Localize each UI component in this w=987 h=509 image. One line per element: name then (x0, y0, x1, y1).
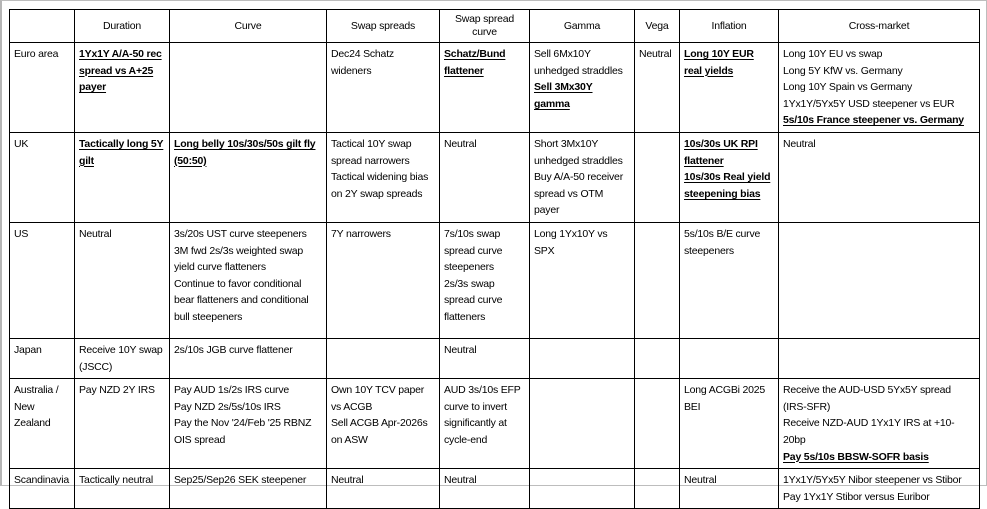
trade-entry: Neutral (444, 343, 477, 356)
cell-curve (170, 222, 327, 338)
trade-entry: Pay NZD 2Y IRS (79, 384, 155, 397)
cell-vega (635, 43, 680, 133)
cell-gamma (530, 379, 635, 469)
trade-entry: Schatz/Bund flattener (444, 48, 506, 77)
trade-entry: 2s/3s swap spread curve flatteners (444, 277, 503, 323)
trade-entry: Long 10Y EU vs swap (783, 48, 883, 60)
column-header-swap_spreads: Swap spreads (327, 10, 440, 43)
cell-inflation (680, 222, 779, 338)
trade-entry: Long belly 10s/30s/50s gilt fly (50:50) (174, 137, 316, 167)
trade-entry: 1Yx1Y A/A-50 rec spread vs A+25 payer (79, 48, 162, 94)
table-row (10, 222, 980, 338)
cell-cross-market (779, 469, 980, 509)
trade-entry: Continue to favor conditional bear flatteners and conditional bull steepeners (174, 277, 309, 323)
cell-gamma (530, 338, 635, 378)
trade-entry: 3s/20s UST curve steepeners (174, 227, 307, 240)
cell-vega (635, 338, 680, 378)
cell-gamma (530, 43, 635, 133)
trade-entry: Pay AUD 1s/2s IRS curve (174, 384, 290, 397)
cell-swap-spreads (327, 132, 440, 222)
trade-entry: Neutral (331, 474, 364, 487)
table-row (10, 338, 980, 378)
cell-vega (635, 222, 680, 338)
row-header-region: Scandinavia (10, 469, 75, 509)
trade-entry: Neutral (444, 137, 477, 150)
column-header-curve: Curve (170, 10, 327, 43)
trade-entry: 2s/10s JGB curve flattener (174, 343, 293, 356)
cell-cross-market (779, 222, 980, 338)
row-header-region: Japan (10, 338, 75, 378)
trade-entry: Pay the Nov '24/Feb '25 RBNZ OIS spread (174, 417, 312, 446)
cell-duration (75, 338, 170, 378)
trade-entry: 5s/10s France steepener vs. Germany (783, 114, 964, 127)
cell-swap-spread-curve (440, 222, 530, 338)
cell-cross-market (779, 338, 980, 378)
table-row (10, 43, 980, 133)
row-header-region: Australia / New Zealand (10, 379, 75, 469)
trade-entry: 5s/10s B/E curve steepeners (684, 227, 761, 257)
cell-swap-spread-curve (440, 43, 530, 133)
cell-cross-market (779, 43, 980, 133)
trade-entry: Short 3Mx10Y unhedged straddles (534, 137, 623, 167)
cell-inflation (680, 469, 779, 509)
trade-entry: Long 5Y KfW vs. Germany (783, 64, 903, 77)
trade-entry: 10s/30s UK RPI flattener (684, 137, 758, 167)
trade-entry: 3M fwd 2s/3s weighted swap yield curve flatteners (174, 244, 304, 274)
column-header-cross_market: Cross-market (779, 10, 980, 43)
cell-swap-spread-curve (440, 469, 530, 509)
trade-entry: Sell ACGB Apr-2026s on ASW (331, 417, 428, 446)
trade-entry: Pay 5s/10s BBSW-SOFR basis (783, 450, 929, 463)
trade-entry: Pay 1Yx1Y Stibor versus Euribor (783, 490, 930, 503)
cell-swap-spreads (327, 43, 440, 133)
trade-entry: Neutral (639, 48, 672, 60)
trade-entry: Tactically neutral (79, 474, 154, 487)
trade-entry: 7s/10s swap spread curve steepeners (444, 227, 503, 274)
trade-entry: Neutral (444, 474, 477, 487)
cell-inflation (680, 379, 779, 469)
cell-gamma (530, 132, 635, 222)
trade-entry: Sell 3Mx30Y gamma (534, 81, 593, 110)
trade-entry: Own 10Y TCV paper vs ACGB (331, 384, 425, 413)
trade-entry: Sell 6Mx10Y unhedged straddles (534, 48, 623, 77)
cell-inflation (680, 338, 779, 378)
trade-entry: AUD 3s/10s EFP curve to invert significantly at cycle-end (444, 384, 521, 446)
trade-entry: Neutral (783, 137, 816, 150)
cell-duration (75, 379, 170, 469)
trade-entry: Tactical 10Y swap spread narrowers (331, 137, 412, 167)
cell-swap-spreads (327, 338, 440, 378)
trade-entry: Long 1Yx10Y vs SPX (534, 227, 608, 257)
trade-strategy-table (9, 9, 980, 509)
trade-entry: 10s/30s Real yield steepening bias (684, 171, 771, 200)
cell-curve (170, 379, 327, 469)
cell-gamma (530, 222, 635, 338)
cell-vega (635, 379, 680, 469)
trade-entry: Receive the AUD-USD 5Yx5Y spread (IRS-SFR) (783, 384, 951, 413)
trade-entry: Tactically long 5Y gilt (79, 137, 164, 167)
table-row (10, 132, 980, 222)
cell-swap-spread-curve (440, 338, 530, 378)
trade-entry: Neutral (684, 474, 717, 487)
column-header-swap_spread_curve: Swap spread curve (440, 10, 530, 43)
cell-cross-market (779, 379, 980, 469)
trade-entry: Sep25/Sep26 SEK steepener (174, 474, 307, 487)
trade-entry: 1Yx1Y/5Yx5Y Nibor steepener vs Stibor (783, 474, 962, 487)
cell-inflation (680, 132, 779, 222)
cell-duration (75, 43, 170, 133)
cell-inflation (680, 43, 779, 133)
trade-entry: 7Y narrowers (331, 227, 391, 240)
cell-gamma (530, 469, 635, 509)
trade-entry: Dec24 Schatz wideners (331, 48, 394, 77)
trade-entry: Receive 10Y swap (JSCC) (79, 343, 163, 373)
table-row (10, 379, 980, 469)
cell-cross-market (779, 132, 980, 222)
cell-duration (75, 132, 170, 222)
cell-swap-spread-curve (440, 132, 530, 222)
cell-swap-spreads (327, 379, 440, 469)
cell-vega (635, 469, 680, 509)
header-row (10, 10, 980, 43)
trade-entry: Pay NZD 2s/5s/10s IRS (174, 400, 281, 413)
cell-swap-spreads (327, 469, 440, 509)
cell-curve (170, 338, 327, 378)
row-header-region: US (10, 222, 75, 338)
cell-swap-spreads (327, 222, 440, 338)
column-header-duration: Duration (75, 10, 170, 43)
corner-cell (10, 10, 75, 43)
trade-entry: Long 10Y Spain vs Germany (783, 81, 913, 94)
table-row (10, 469, 980, 509)
cell-curve (170, 43, 327, 133)
trade-entry: Long 10Y EUR real yields (684, 48, 754, 77)
column-header-vega: Vega (635, 10, 680, 43)
row-header-region: UK (10, 132, 75, 222)
column-header-gamma: Gamma (530, 10, 635, 43)
trade-entry: Neutral (79, 227, 112, 240)
trade-entry: 1Yx1Y/5Yx5Y USD steepener vs EUR (783, 97, 955, 110)
cell-vega (635, 132, 680, 222)
cell-duration (75, 469, 170, 509)
cell-swap-spread-curve (440, 379, 530, 469)
trade-entry: Tactical widening bias on 2Y swap spreads (331, 171, 429, 200)
cell-curve (170, 469, 327, 509)
cell-duration (75, 222, 170, 338)
trade-entry: Long ACGBi 2025 BEI (684, 384, 766, 413)
row-header-region: Euro area (10, 43, 75, 133)
trade-entry: Receive NZD-AUD 1Yx1Y IRS at +10-20bp (783, 417, 955, 446)
cell-curve (170, 132, 327, 222)
trade-entry: Buy A/A-50 receiver spread vs OTM payer (534, 171, 623, 217)
column-header-inflation: Inflation (680, 10, 779, 43)
